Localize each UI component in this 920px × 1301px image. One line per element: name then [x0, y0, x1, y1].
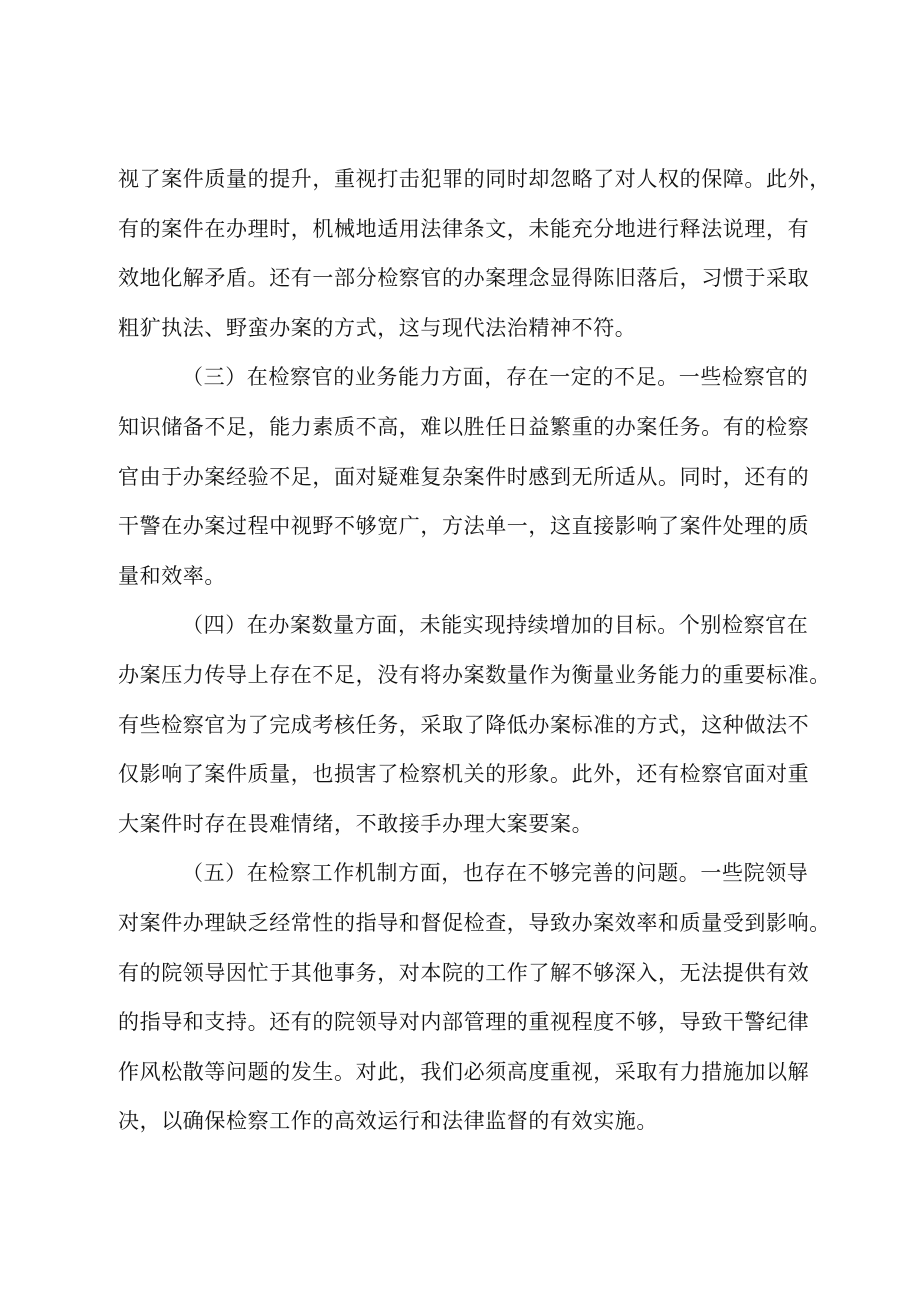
text-line: 仅影响了案件质量，也损害了检察机关的形象。此外，还有检察官面对重: [118, 762, 810, 787]
text-line: 干警在办案过程中视野不够宽广，方法单一，这直接影响了案件处理的质: [118, 514, 810, 539]
text-line: 知识储备不足，能力素质不高，难以胜任日益繁重的办案任务。有的检察: [118, 414, 810, 439]
text-line: 官由于办案经验不足，面对疑难复杂案件时感到无所适从。同时，还有的: [118, 464, 810, 489]
text-line: 决，以确保检察工作的高效运行和法律监督的有效实施。: [118, 1109, 658, 1134]
paragraph-section-five: [118, 849, 831, 1147]
paragraph-section-three: [118, 353, 808, 601]
text-line: 有的案件在办理时，机械地适用法律条文，未能充分地进行释法说理，有: [118, 216, 810, 241]
text-line: 量和效率。: [118, 563, 226, 588]
text-line: 作风松散等问题的发生。对此，我们必须高度重视，采取有力措施加以解: [118, 1059, 810, 1084]
text-line: （四）在办案数量方面，未能实现持续增加的目标。个别检察官在: [182, 613, 809, 638]
document-body: [118, 155, 831, 1147]
text-line: 有的院领导因忙于其他事务，对本院的工作了解不够深入，无法提供有效: [118, 960, 810, 985]
text-line: 办案压力传导上存在不足，没有将办案数量作为衡量业务能力的重要标准。: [118, 662, 831, 687]
text-line: 视了案件质量的提升，重视打击犯罪的同时却忽略了对人权的保障。此外，: [118, 167, 831, 191]
text-line: 效地化解矛盾。还有一部分检察官的办案理念显得陈旧落后，习惯于采取: [118, 266, 810, 291]
paragraph-section-four: [118, 601, 831, 849]
paragraph-continuation: [118, 155, 831, 353]
text-line: 大案件时存在畏难情绪，不敢接手办理大案要案。: [118, 811, 594, 836]
text-line: （三）在检察官的业务能力方面，存在一定的不足。一些检察官的: [182, 365, 809, 390]
text-line: （五）在检察工作机制方面，也存在不够完善的问题。一些院领导: [182, 861, 809, 886]
text-line: 粗犷执法、野蛮办案的方式，这与现代法治精神不符。: [118, 315, 637, 340]
text-line: 有些检察官为了完成考核任务，采取了降低办案标准的方式，这种做法不: [118, 712, 810, 737]
text-line: 的指导和支持。还有的院领导对内部管理的重视程度不够，导致干警纪律: [118, 1010, 810, 1035]
text-line: 对案件办理缺乏经常性的指导和督促检查，导致办案效率和质量受到影响。: [118, 910, 831, 935]
